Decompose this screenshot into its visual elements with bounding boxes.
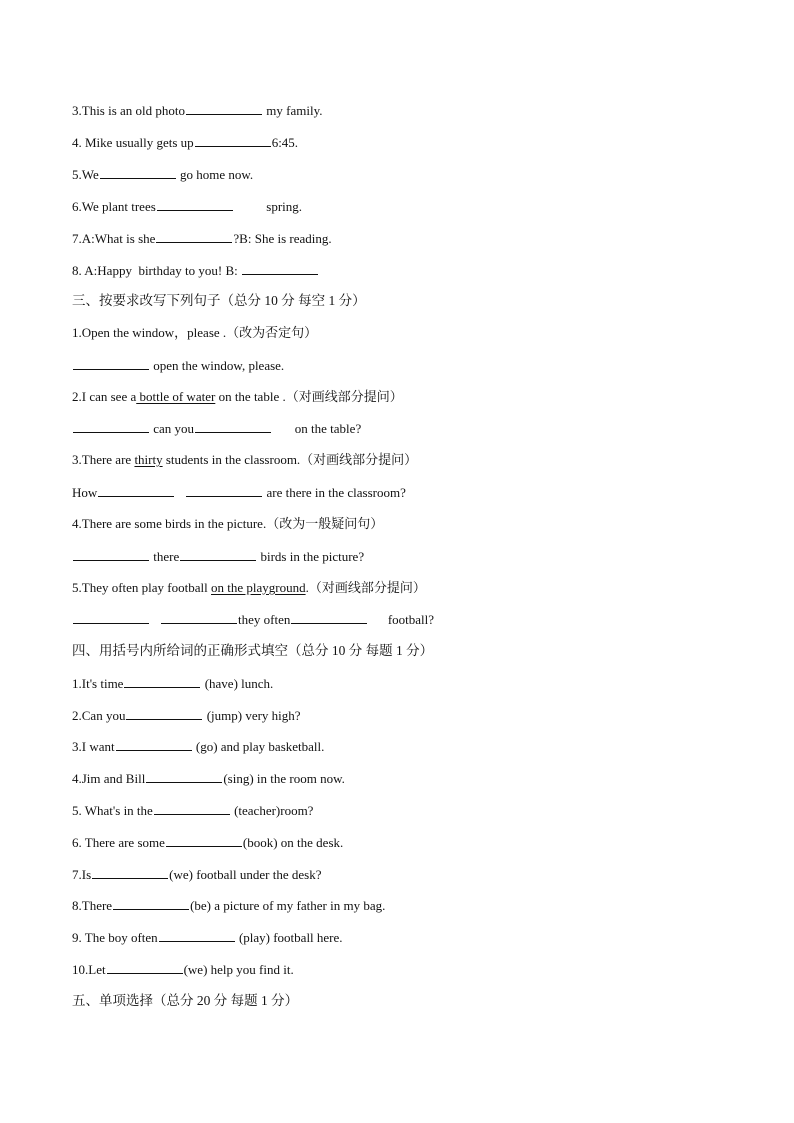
line-text: students in the classroom.（对画线部分提问） bbox=[162, 452, 418, 467]
underlined-phrase: bottle of water bbox=[136, 389, 216, 404]
line-text: (teacher)room? bbox=[230, 803, 314, 818]
exercise-line-8 bbox=[72, 261, 754, 280]
answer-blank[interactable] bbox=[195, 419, 271, 433]
answer-blank[interactable] bbox=[73, 356, 149, 370]
line-text: 7.Is bbox=[72, 867, 92, 882]
line-text: open the window, please. bbox=[150, 358, 285, 373]
line-text: 1.It's time bbox=[72, 676, 124, 691]
exercise-line-7 bbox=[72, 229, 754, 248]
line-text: 10.Let bbox=[72, 962, 106, 977]
exercise-line-5 bbox=[72, 165, 754, 184]
line-text: football? bbox=[368, 612, 435, 627]
section-heading-4: 四、用括号内所给词的正确形式填空（总分 10 分 每题 1 分） bbox=[72, 643, 434, 658]
answer-blank[interactable] bbox=[161, 610, 237, 624]
rewrite-q3-answer bbox=[72, 483, 754, 502]
line-text: there bbox=[150, 549, 180, 564]
line-text: 3.This is an old photo bbox=[72, 103, 186, 118]
line-text: 2.Can you bbox=[72, 708, 126, 723]
line-text: (jump) very high? bbox=[203, 708, 301, 723]
section-heading-3: 三、按要求改写下列句子（总分 10 分 每空 1 分） bbox=[72, 293, 366, 308]
answer-blank[interactable] bbox=[156, 229, 232, 243]
line-text: spring. bbox=[233, 199, 303, 214]
line-text: 6.We plant trees bbox=[72, 199, 156, 214]
answer-blank[interactable] bbox=[98, 483, 174, 497]
word-form-item bbox=[72, 896, 754, 915]
answer-blank[interactable] bbox=[166, 833, 242, 847]
word-form-item bbox=[72, 706, 754, 725]
line-text: (we) help you find it. bbox=[183, 962, 294, 977]
underlined-phrase: thirty bbox=[134, 452, 163, 467]
answer-blank[interactable] bbox=[146, 769, 222, 783]
answer-blank[interactable] bbox=[195, 133, 271, 147]
answer-blank[interactable] bbox=[291, 610, 367, 624]
line-text: my family. bbox=[263, 103, 323, 118]
line-text: 2.I can see a bbox=[72, 389, 137, 404]
word-form-item bbox=[72, 737, 754, 756]
underlined-phrase: on the playground bbox=[211, 580, 306, 595]
word-form-item bbox=[72, 928, 754, 947]
line-text: 9. The boy often bbox=[72, 930, 158, 945]
line-text: 4. Mike usually gets up bbox=[72, 135, 194, 150]
line-text: are there in the classroom? bbox=[263, 485, 406, 500]
word-form-item bbox=[72, 801, 754, 820]
rewrite-q1-prompt: 1.Open the window，please .（改为否定句） bbox=[72, 325, 318, 340]
line-text: How bbox=[72, 485, 98, 500]
line-text: birds in the picture? bbox=[257, 549, 365, 564]
rewrite-q4-answer bbox=[72, 547, 754, 566]
answer-blank[interactable] bbox=[73, 419, 149, 433]
exercise-line-6 bbox=[72, 197, 754, 216]
answer-blank[interactable] bbox=[100, 165, 176, 179]
line-text: (we) football under the desk? bbox=[169, 867, 322, 882]
line-text: 6:45. bbox=[271, 135, 299, 150]
answer-blank[interactable] bbox=[157, 197, 233, 211]
line-text: 3.There are bbox=[72, 452, 135, 467]
line-text: (go) and play basketball. bbox=[192, 739, 325, 754]
line-text: they often bbox=[238, 612, 291, 627]
line-text: 5. What's in the bbox=[72, 803, 153, 818]
answer-blank[interactable] bbox=[186, 483, 262, 497]
word-form-item bbox=[72, 769, 754, 788]
line-text: .（对画线部分提问） bbox=[305, 580, 426, 595]
line-text: on the table? bbox=[272, 421, 362, 436]
answer-blank[interactable] bbox=[159, 928, 235, 942]
line-text: 3.I want bbox=[72, 739, 115, 754]
rewrite-q5-prompt bbox=[72, 579, 754, 597]
exercise-line-3 bbox=[72, 101, 754, 120]
answer-blank[interactable] bbox=[124, 674, 200, 688]
line-text: 8.There bbox=[72, 898, 113, 913]
word-form-item bbox=[72, 865, 754, 884]
line-text: 7.A:What is she bbox=[72, 231, 156, 246]
line-text: (be) a picture of my father in my bag. bbox=[190, 898, 386, 913]
line-text: ?B: She is reading. bbox=[233, 231, 332, 246]
answer-blank[interactable] bbox=[116, 737, 192, 751]
rewrite-q4-prompt: 4.There are some birds in the picture.（改为一般疑问句） bbox=[72, 516, 384, 531]
line-text: (play) football here. bbox=[235, 930, 343, 945]
line-text: 8. A:Happy birthday to you! B: bbox=[72, 263, 241, 278]
word-form-item bbox=[72, 674, 754, 693]
rewrite-q3-prompt bbox=[72, 451, 754, 469]
answer-blank[interactable] bbox=[107, 960, 183, 974]
rewrite-q1-answer bbox=[72, 356, 754, 375]
word-form-item bbox=[72, 833, 754, 852]
answer-blank[interactable] bbox=[73, 547, 149, 561]
rewrite-q5-answer bbox=[72, 610, 754, 629]
line-text: (have) lunch. bbox=[201, 676, 274, 691]
section-heading-5: 五、单项选择（总分 20 分 每题 1 分） bbox=[72, 993, 299, 1008]
line-text: on the table .（对画线部分提问） bbox=[215, 389, 403, 404]
answer-blank[interactable] bbox=[180, 547, 256, 561]
answer-blank[interactable] bbox=[154, 801, 230, 815]
line-text: 5.They often play football bbox=[72, 580, 211, 595]
rewrite-q2-answer bbox=[72, 419, 754, 438]
line-text: (book) on the desk. bbox=[242, 835, 344, 850]
line-text: 6. There are some bbox=[72, 835, 165, 850]
answer-blank[interactable] bbox=[73, 610, 149, 624]
line-text: go home now. bbox=[176, 167, 254, 182]
line-text: 5.We bbox=[72, 167, 99, 182]
answer-blank[interactable] bbox=[186, 101, 262, 115]
answer-blank[interactable] bbox=[113, 896, 189, 910]
line-text: can you bbox=[150, 421, 195, 436]
line-text: 4.Jim and Bill bbox=[72, 771, 146, 786]
exercise-line-4 bbox=[72, 133, 754, 152]
word-form-item bbox=[72, 960, 754, 979]
line-text: (sing) in the room now. bbox=[223, 771, 345, 786]
answer-blank[interactable] bbox=[92, 865, 168, 879]
rewrite-q2-prompt bbox=[72, 388, 754, 406]
answer-blank[interactable] bbox=[126, 706, 202, 720]
answer-blank[interactable] bbox=[242, 261, 318, 275]
